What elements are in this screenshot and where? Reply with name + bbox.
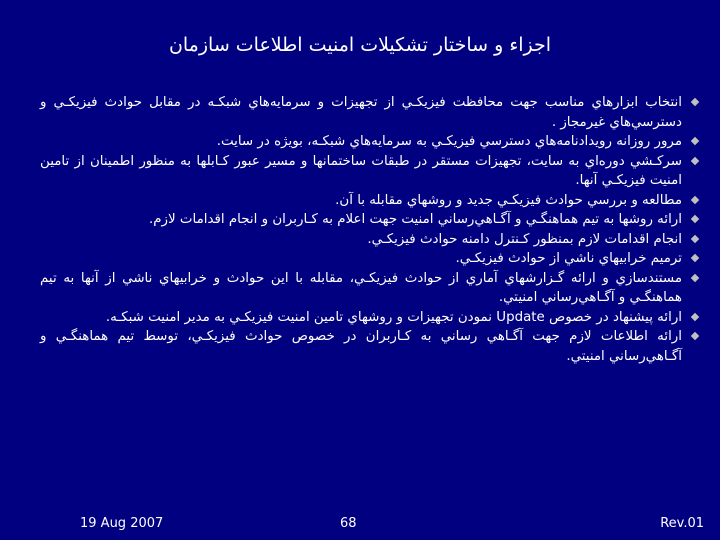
slide-title: اجزاء و ساختار تشكيلات امنيت اطلاعات سازمان (168, 34, 552, 56)
diamond-bullet-icon (691, 254, 699, 262)
bullet-item (40, 132, 700, 152)
bullet-item (40, 191, 700, 211)
bullet-text: مطالعه و بررسي حوادث فيزيكـي جديد و روشهاي مقابله با آن. (335, 192, 682, 208)
diamond-bullet-icon (691, 234, 699, 242)
revision-label: Rev.01 (660, 516, 704, 531)
bullet-item (40, 210, 700, 230)
bullet-text: ارائه روشها به تيم هماهنگـي و آگـاهي‌رساني امنيت جهت اعلام به كـاربران و انجام اقدامات لازم. (149, 212, 682, 227)
diamond-bullet-icon (691, 332, 699, 340)
diamond-bullet-icon (691, 312, 699, 320)
bullet-item (40, 308, 700, 328)
bullet-text: ترميم خرابيهاي ناشي از حوادث فيزيكـي. (455, 251, 682, 266)
bullet-item (40, 152, 700, 191)
bullet-text: انجام اقدامات لازم بمنظور كـنترل دامنه حوادث فيزيكـي. (367, 231, 682, 247)
bullet-item (40, 93, 700, 132)
bullet-text: ارائه اطلاعات لازم جهت آگـاهي رساني به كـاربران در خصوص حوادث فيزيكـي، توسط تيم هماهنگـي و آگـاهي‌رساني امنيتي. (40, 329, 682, 364)
bullet-text: مرور روزانه رويدادنامه‌هاي دسترسي فيزيكـي به سرمايه‌هاي شبكـه، بويژه در سايت. (216, 134, 682, 149)
diamond-bullet-icon (691, 273, 699, 281)
diamond-bullet-icon (691, 98, 699, 106)
bullet-text: انتخاب ابزارهاي مناسب جهت محافظت فيزيكـي از تجهيزات و سرمايه‌هاي شبكـه در مقابل حوادث فيزيكـي و دسترسي‌هاي غيرمجاز . (40, 95, 682, 130)
diamond-bullet-icon (691, 137, 699, 145)
bullet-text: مستندسازي و ارائه گـزارشهاي آماري از حوادث فيزيكـي، مقابله با اين حوادث و خرابيهاي ناشي از آنها به تيم هماهنگـي و آگـاهي‌رساني امنيتي. (40, 270, 682, 305)
bullet-list (40, 93, 700, 366)
bullet-text: ارائه پيشنهاد در خصوص Update نمودن تجهيزات و روشهاي تامين امنيت فيزيكـي به مدير امنيت شبكـه. (105, 309, 682, 325)
bullet-item (40, 269, 700, 308)
diamond-bullet-icon (691, 156, 699, 164)
bullet-item (40, 327, 700, 366)
bullet-item (40, 230, 700, 250)
footer-date: 19 Aug 2007 (80, 516, 164, 531)
bullet-text: سركـشي دوره‌اي به سايت، تجهيزات مستقر در طبقات ساختمانها و مسير عبور كـابلها به منظور اطمينان از تامين امنيت فيزيكـي آنها. (40, 153, 682, 188)
diamond-bullet-icon (691, 215, 699, 223)
bullet-item (40, 249, 700, 269)
diamond-bullet-icon (691, 195, 699, 203)
page-number: 68 (340, 516, 357, 531)
